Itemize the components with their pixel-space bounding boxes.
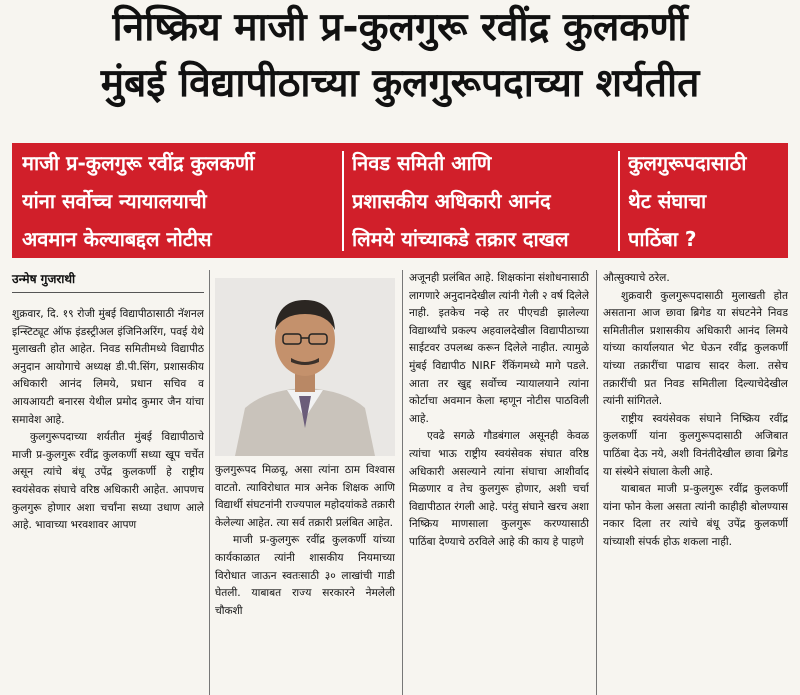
- banner-col-1: [22, 143, 338, 258]
- paragraph: याबाबत माजी प्र-कुलगुरू रवींद्र कुलकर्णी यांना फोन केला असता त्यांनी काहीही बोलण्यास नकार दिला तर त्यांचे बंधू उपेंद्र कुलकर्णी यांच्याशी संपर्क होऊ शकला नाही.: [603, 483, 788, 548]
- banner-col-1-line: यांना सर्वोच्च न्यायालयाची: [22, 189, 207, 213]
- highlights-banner: [12, 143, 788, 258]
- banner-col-3: [628, 143, 784, 258]
- paragraph: कुलगुरूपद मिळवू, असा त्यांना ठाम विश्वास वाटतो. त्याविरोधात मात्र अनेक शिक्षक आणि विद्यार्थी संघटनांनी राज्यपाल महोदयांकडे तक्रारी केलेल्या आहेत. त्या सर्व तक्रारी प्रलंबित आहेत.: [215, 464, 395, 529]
- banner-col-1-line: माजी प्र-कुलगुरू रवींद्र कुलकर्णी: [22, 151, 255, 175]
- banner-col-2-line: प्रशासकीय अधिकारी आनंद: [352, 189, 551, 213]
- person-photo-icon: [215, 278, 395, 456]
- banner-col-2-line: निवड समिती आणि: [352, 151, 492, 175]
- paragraph: अजूनही प्रलंबित आहे. शिक्षकांना संशोधनासाठी लागणारे अनुदानदेखील त्यांनी गेली २ वर्ष दिलेले नाही. इतकेच नव्हे तर पीएचडी झालेल्या विद्यार्थ्यांचे प्रकल्प अहवालदेखील विद्यापीठाच्या साईटवर उपलब्ध करून दिलेले नाहीत. त्यामुळे मुंबई विद्यापीठ NIRF रँकिंगमध्ये मागे पडले. आता तर खुद्द सर्वोच्च न्यायालयाने त्यांना कोर्टाचा अवमान केला म्हणून नोटीस पाठविली आहे.: [409, 272, 589, 425]
- banner-col-3-line: पाठिंबा ?: [628, 227, 697, 251]
- headline-line-2: मुंबई विद्यापीठाच्या कुलगुरूपदाच्या शर्यतीत: [100, 61, 700, 106]
- column-rule: [596, 270, 597, 695]
- paragraph: शुक्रवारी कुलगुरूपदासाठी मुलाखती होत असताना आज छावा ब्रिगेड या संघटनेने निवड समितीतील प्रशासकीय अधिकारी आनंद लिमये यांच्या कार्यालयात भेट घेऊन रवींद्र कुलकर्णी यांच्या तक्रारींचा पाढाच सादर केला. तसेच तक्रारींची प्रत निवड समितीला दिल्याचेदेखील त्यांनी सांगितले.: [603, 289, 788, 408]
- banner-col-3-line: कुलगुरूपदासाठी: [628, 151, 747, 175]
- byline: उन्मेष गुजराथी: [12, 272, 76, 286]
- article-column-1: [12, 306, 204, 695]
- column-rule: [402, 270, 403, 695]
- banner-divider: [342, 151, 344, 251]
- banner-divider: [618, 151, 620, 251]
- paragraph: माजी प्र-कुलगुरू रवींद्र कुलकर्णी यांच्या कार्यकाळात त्यांनी शासकीय नियमाच्या विरोधात जाऊन स्वतःसाठी ३० लाखांची गाडी घेतली. याबाबत राज्य सरकारने नेमलेली चौकशी: [215, 534, 395, 617]
- paragraph: राष्ट्रीय स्वयंसेवक संघाने निष्क्रिय रवींद्र कुलकर्णी यांना कुलगुरूपदासाठी अजिबात पाठिंबा देऊ नये, अशी विनंतीदेखील छावा ब्रिगेड या संस्थेने संघाला केली आहे.: [603, 412, 788, 478]
- article-column-2: [215, 462, 395, 695]
- byline-rule: [12, 292, 204, 293]
- banner-col-1-line: अवमान केल्याबद्दल नोटीस: [22, 227, 212, 251]
- portrait-photo: [215, 278, 395, 456]
- column-rule: [209, 270, 210, 695]
- paragraph: शुक्रवार, दि. १९ रोजी मुंबई विद्यापीठासाठी नॅशनल इन्स्टिट्यूट ऑफ इंडस्ट्रीअल इंजिनिअरिंग, पवई येथे मुलाखती होत आहेत. निवड समितीमध्ये विद्यापीठ अनुदान आयोगाचे अध्यक्ष डी.पी.सिंग, प्रशासकीय अधिकारी आनंद लिमये, प्रधान सचिव व आयआयटी बनारस येथील प्रमोद कुमार जैन यांचा समावेश आहे.: [12, 308, 204, 426]
- article-column-4: [603, 270, 788, 695]
- banner-col-2-line: लिमये यांच्याकडे तक्रार दाखल: [352, 227, 569, 251]
- paragraph: एवढे सगळे गौडबंगाल असूनही केवळ त्यांचा भाऊ राष्ट्रीय स्वयंसेवक संघात वरिष्ठ अधिकारी असल्याने त्यांना संघाचा आशीर्वाद मिळणार व तेच कुलगुरू होणार, अशी चर्चा विद्यापीठात रंगली आहे. परंतु संघाने खरच अशा निष्क्रिय माणसाला कुलगुरू करण्यासाठी पाठिंबा देण्याचे ठरविले आहे की काय हे पाहणे: [409, 430, 589, 548]
- paragraph: कुलगुरूपदाच्या शर्यतीत मुंबई विद्यापीठाचे माजी प्र-कुलगुरू रवींद्र कुलकर्णी सध्या खूप चर्चेत असून त्यांचे बंधू उपेंद्र कुलकर्णी हे राष्ट्रीय स्वयंसेवक संघाचे वरिष्ठ अधिकारी आहेत. आपणच कुलगुरू होणार अशा चर्चांना सध्या उधाण आले आहे. भावाच्या भरवशावर आपण: [12, 431, 204, 532]
- headline-line-1: निष्क्रिय माजी प्र-कुलगुरू रवींद्र कुलकर्णी: [112, 5, 688, 50]
- article-column-3: [409, 270, 589, 695]
- banner-col-2: [352, 143, 614, 258]
- banner-col-3-line: थेट संघाचा: [628, 189, 707, 213]
- paragraph: औत्सुक्याचे ठरेल.: [603, 272, 670, 284]
- headline: [0, 0, 800, 132]
